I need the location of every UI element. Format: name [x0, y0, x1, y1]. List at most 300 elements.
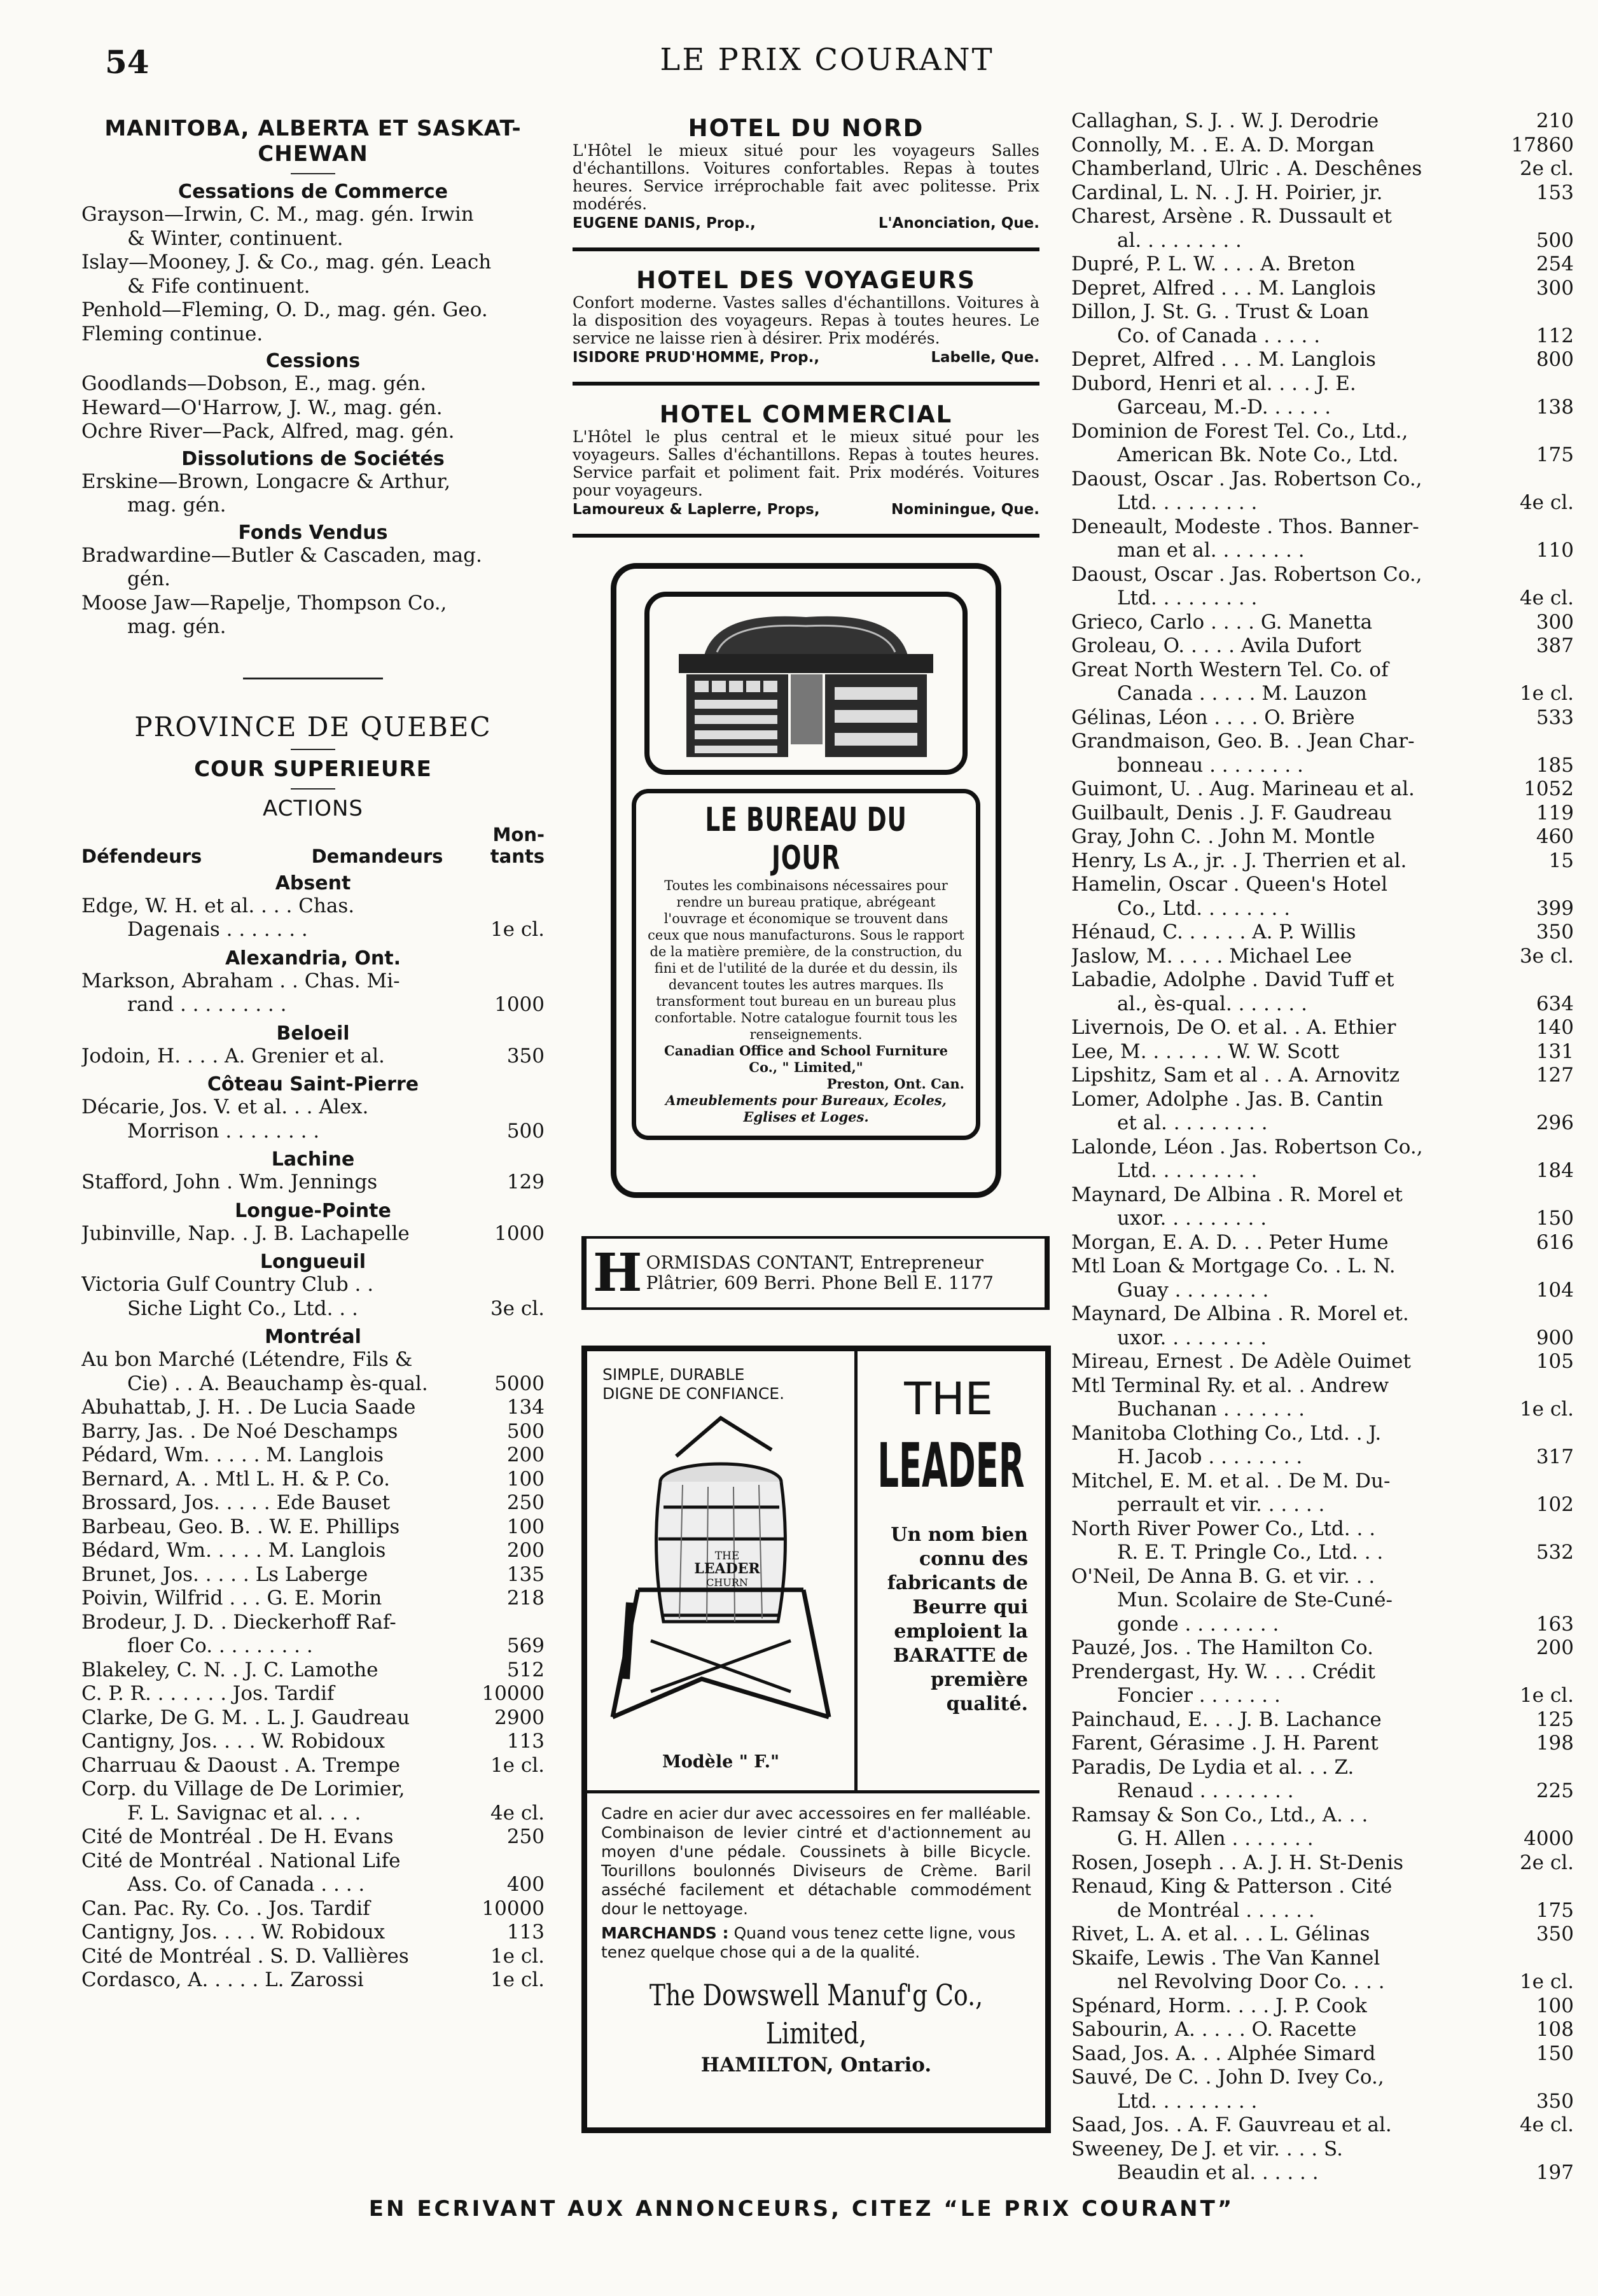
entry-text: Barry, Jas. . De Noé Deschamps	[81, 1419, 398, 1443]
entry-row	[1071, 157, 1574, 181]
entry-text: Stafford, John . Wm. Jennings	[81, 1171, 378, 1193]
bureau-ad-body: Toutes les combinaisons nécessaires pour rendre un bureau pratique, abrégeant l'ouvrage et économique se trouvent dans ceux que nous manufacturons. Sous le rapport de la matière première, de la construction, du fini et de l'utilité de la durée et du dessin, ils devancent toutes les autres marques. Ils transforment tout bureau en un bureau plus confortable. Notre catalogue fournit tous les renseignements.	[648, 878, 964, 1042]
entry-amount: 500	[506, 1119, 545, 1143]
entry-row	[1071, 730, 1574, 754]
entry-text: Mtl Loan & Mortgage Co. . L. N.	[1071, 1255, 1396, 1277]
entry-amount: 200	[1536, 1636, 1574, 1659]
churn-label-churn: CHURN	[706, 1576, 748, 1589]
entry-row	[81, 1396, 545, 1420]
entry-text: Jodoin, H. . . . A. Grenier et al.	[81, 1044, 385, 1068]
entry-text: Sweeney, De J. et vir. . . . S.	[1071, 2137, 1343, 2160]
entry-row	[1071, 1350, 1574, 1374]
entry-amount: 119	[1536, 801, 1574, 824]
entry-text: al., ès-qual. . . . . . .	[1117, 992, 1307, 1015]
city-actions	[81, 1045, 545, 1069]
hotel-divider	[573, 534, 1039, 538]
entry-row	[1071, 968, 1574, 992]
section-divider	[243, 678, 383, 679]
divider	[291, 749, 335, 750]
entry-amount: 10000	[482, 1682, 545, 1705]
bureau-ad-text-box	[632, 789, 980, 1140]
entry-row	[1071, 205, 1574, 229]
entry-text: Guimont, U. . Aug. Marineau et al.	[1071, 777, 1415, 800]
divider	[291, 788, 335, 790]
entry-line: & Winter, continuent.	[127, 226, 344, 250]
entry-row	[1071, 277, 1574, 301]
entry-row	[81, 1611, 545, 1635]
entry-text: Gray, John C. . John M. Montle	[1071, 825, 1375, 848]
entry-text: Renaud . . . . . . . .	[1117, 1779, 1294, 1802]
entry-amount: 1052	[1524, 777, 1574, 800]
entry-text: Can. Pac. Ry. Co. . Jos. Tardif	[81, 1896, 370, 1920]
entry-line: Penhold—Fleming, O. D., mag. gén. Geo.	[81, 298, 488, 321]
entry-text: Prendergast, Hy. W. . . . Crédit	[1071, 1660, 1375, 1683]
entry-row	[1071, 1255, 1574, 1279]
cessions-heading: Cessions	[265, 350, 361, 372]
entry-text: Jubinville, Nap. . J. B. Lachapelle	[81, 1221, 410, 1245]
entry-amount: 532	[1536, 1541, 1574, 1564]
city-heading: Montréal	[265, 1326, 361, 1348]
entry-text: Dupré, P. L. W. . . . A. Breton	[1071, 253, 1356, 275]
page-footer: EN ECRIVANT AUX ANNONCEURS, CITEZ “LE PRIX COURANT”	[368, 2196, 1235, 2222]
entry-amount: 500	[1536, 228, 1574, 252]
entry-amount: 254	[1536, 253, 1574, 275]
entry-row	[81, 1587, 545, 1611]
entry-text: Lomer, Adolphe . Jas. B. Cantin	[1071, 1087, 1384, 1111]
entry-row	[81, 1515, 545, 1540]
entry-row	[1071, 873, 1574, 897]
entry-text: bonneau . . . . . . . .	[1117, 753, 1303, 777]
entry-row	[1071, 1565, 1574, 1589]
entry-text: floer Co. . . . . . . . .	[127, 1634, 313, 1657]
entry-amount: 1e cl.	[1519, 1684, 1574, 1707]
city-actions	[81, 970, 545, 1017]
entry-amount: 1e cl.	[1519, 1970, 1574, 1993]
entry-amount: 1000	[494, 993, 545, 1016]
entry-text: Décarie, Jos. V. et al. . . Alex.	[81, 1096, 369, 1118]
entry-text: Co. of Canada . . . . .	[1117, 324, 1321, 347]
city-heading: Côteau Saint-Pierre	[207, 1073, 419, 1096]
hotel-ad	[573, 401, 1039, 538]
entry-amount: 350	[1536, 2089, 1574, 2113]
entry-amount: 569	[506, 1634, 545, 1657]
entry-text: Clarke, De G. M. . L. J. Gaudreau	[81, 1706, 410, 1729]
entry-text: Cordasco, A. . . . . L. Zarossi	[81, 1968, 364, 1991]
entry-row	[81, 1444, 545, 1468]
entry-amount: 197	[1536, 2161, 1574, 2184]
entry-row	[1071, 1422, 1574, 1446]
entry-text: Daoust, Oscar . Jas. Robertson Co.,	[1071, 467, 1422, 491]
hotel-location: Nominingue, Que.	[891, 501, 1039, 518]
entry-text: Henry, Ls A., jr. . J. Therrien et al.	[1071, 849, 1407, 872]
entry-row	[81, 1348, 545, 1372]
entry-row	[1071, 1302, 1574, 1326]
hormisdas-line2: Plâtrier, 609 Berri. Phone Bell E. 1177	[646, 1272, 994, 1293]
entry-line: Bradwardine—Butler & Cascaden, mag.	[81, 543, 482, 567]
entry-row	[81, 918, 545, 942]
entry-amount: 113	[506, 1730, 545, 1753]
entry-text: Markson, Abraham . . Chas. Mi-	[81, 969, 400, 992]
entry-row	[81, 1802, 545, 1826]
bureau-du-jour-ad	[611, 563, 1001, 1198]
entry-row	[81, 1706, 545, 1730]
entry-row	[1071, 1779, 1574, 1804]
entry-amount: 4e cl.	[490, 1801, 545, 1825]
entry-row	[81, 1420, 545, 1444]
entry-amount: 1e cl.	[490, 918, 545, 941]
entry-text: et al. . . . . . . . .	[1117, 1111, 1268, 1134]
entry-amount: 184	[1536, 1159, 1574, 1182]
entry-text: perrault et vir. . . . . .	[1117, 1493, 1325, 1516]
bureau-ad-company: Canadian Office and School Furniture Co., " Limited,"	[664, 1043, 948, 1075]
entry-line: & Fife continuent.	[127, 274, 310, 298]
entry-text: Depret, Alfred . . . M. Langlois	[1071, 276, 1376, 300]
entry-text: Daoust, Oscar . Jas. Robertson Co.,	[1071, 562, 1422, 586]
entry-text: uxor. . . . . . . . .	[1117, 1326, 1267, 1349]
entry-amount: 2e cl.	[1519, 1851, 1574, 1874]
entry-row	[1071, 1827, 1574, 1851]
entry-amount: 134	[506, 1396, 545, 1419]
page-number: 54	[105, 43, 149, 81]
entry-text: Mireau, Ernest . De Adèle Ouimet	[1071, 1350, 1411, 1373]
entry-amount: 163	[1536, 1612, 1574, 1636]
leader-merchants-text: Quand vous tenez cette ligne, vous tenez quelque chose qui a de la qualité.	[601, 1924, 1016, 1961]
entry-line: mag. gén.	[127, 494, 226, 517]
entry-text: Garceau, M.-D. . . . . .	[1117, 396, 1331, 419]
hotel-name: HOTEL DES VOYAGEURS	[636, 267, 976, 294]
entry-text: rand . . . . . . . . .	[127, 993, 287, 1016]
entry-row	[81, 1096, 545, 1120]
entry-row	[1071, 1470, 1574, 1494]
entry-row	[1071, 109, 1574, 134]
entry-text: F. L. Savignac et al. . . .	[127, 1801, 361, 1825]
entry-row	[81, 894, 545, 919]
entry-amount: 10000	[482, 1896, 545, 1920]
entry-amount: 200	[506, 1444, 545, 1466]
entry-row	[81, 1372, 545, 1396]
entry-amount: 1000	[494, 1221, 545, 1245]
churn-label-the: THE	[714, 1550, 740, 1562]
entry-row	[1071, 2113, 1574, 2138]
entry-row	[1071, 1231, 1574, 1255]
entry-row	[1071, 1183, 1574, 1207]
city-actions	[81, 1348, 545, 1993]
entry-text: Ltd. . . . . . . . .	[1117, 2089, 1258, 2113]
entry-amount: 300	[1536, 610, 1574, 634]
entry-text: Pauzé, Jos. . The Hamilton Co.	[1071, 1636, 1373, 1659]
churn-model: Modèle " F."	[662, 1752, 780, 1772]
entry-row	[1071, 1947, 1574, 1971]
entry-row	[1071, 1589, 1574, 1613]
cessations-heading: Cessations de Commerce	[178, 181, 448, 203]
entry-amount: 105	[1536, 1350, 1574, 1373]
entry-row	[1071, 1064, 1574, 1088]
hormisdas-text	[646, 1253, 993, 1293]
entry-amount: 210	[1536, 109, 1574, 132]
entry-amount: 4000	[1524, 1827, 1574, 1850]
entry-text: Guilbault, Denis . J. F. Gaudreau	[1071, 801, 1393, 824]
leader-churn-ad	[581, 1346, 1051, 2133]
hotel-proprietor-name: EUGENE DANIS, Prop.,	[573, 215, 756, 232]
city-actions	[81, 1096, 545, 1143]
actions-column-headers	[81, 824, 545, 867]
entry-text: man et al. . . . . . . .	[1117, 539, 1305, 562]
entry-text: Victoria Gulf Country Club . .	[81, 1273, 374, 1296]
entry-text: Rivet, L. A. et al. . . L. Gélinas	[1071, 1923, 1370, 1945]
entry-row	[1071, 468, 1574, 492]
entry-text: Brunet, Jos. . . . . Ls Laberge	[81, 1562, 368, 1586]
hotel-divider	[573, 382, 1039, 386]
entry-amount: 225	[1536, 1779, 1574, 1802]
entry-text: Co., Ltd. . . . . . . .	[1117, 896, 1291, 920]
entry-text: Skaife, Lewis . The Van Kannel	[1071, 1946, 1380, 1970]
leader-desc: Cadre en acier dur avec accessoires en fer malléable. Combinaison de levier cintré et d'actionnement au moyen d'une pédale. Coussinets à bille Bicycle. Tourillons boulonnés Diviseurs de Crème. Baril asséché facilement et détachable commodément dour le nettoyage.	[601, 1804, 1031, 1918]
entry-amount: 1e cl.	[1519, 1398, 1574, 1421]
entry-row	[1071, 849, 1574, 873]
dissolutions-list	[81, 470, 545, 518]
bureau-ad-title: LE BUREAU DU JOUR	[705, 801, 907, 877]
entry-row	[81, 1897, 545, 1921]
entry-row	[1071, 1040, 1574, 1064]
entry-text: Gélinas, Léon . . . . O. Brière	[1071, 706, 1355, 729]
entry-row	[1071, 777, 1574, 802]
entry-text: Ltd. . . . . . . . .	[1117, 1159, 1258, 1182]
entry-amount: 198	[1536, 1732, 1574, 1755]
entry-row	[81, 970, 545, 994]
hotel-divider	[573, 247, 1039, 251]
entry-text: Paradis, De Lydia et al. . . Z.	[1071, 1755, 1354, 1779]
entry-amount: 900	[1536, 1326, 1574, 1349]
entry-text: Sabourin, A. . . . . O. Racette	[1071, 2018, 1357, 2041]
churn-panel	[587, 1351, 858, 1793]
entry-row	[1071, 2161, 1574, 2185]
leader-panel	[858, 1351, 1039, 1793]
entry-amount: 5000	[494, 1372, 545, 1395]
entry-text: Livernois, De O. et al. . A. Ethier	[1071, 1016, 1396, 1039]
entry-amount: 1e cl.	[490, 1753, 545, 1777]
entry-line: Grayson—Irwin, C. M., mag. gén. Irwin	[81, 203, 474, 226]
hotel-location: L'Anonciation, Que.	[878, 215, 1039, 232]
entry-row	[81, 1491, 545, 1515]
actions-heading: ACTIONS	[263, 795, 363, 821]
entry-amount: 533	[1536, 706, 1574, 729]
entry-line: Ochre River—Pack, Alfred, mag. gén.	[81, 420, 455, 443]
cessions-list	[81, 372, 545, 444]
col-defendeurs: Défendeurs	[81, 845, 202, 867]
entry-text: Sauvé, De C. . John D. Ivey Co.,	[1071, 2066, 1384, 2089]
entry-text: Jaslow, M. . . . . Michael Lee	[1071, 944, 1352, 968]
leader-merchants-label: MARCHANDS :	[601, 1924, 729, 1942]
entry-row	[81, 1873, 545, 1897]
entry-row	[81, 1659, 545, 1683]
entry-row	[1071, 1088, 1574, 1112]
entry-text: Farent, Gérasime . J. H. Parent	[1071, 1732, 1379, 1755]
city-heading: Longueuil	[260, 1251, 366, 1273]
entry-text: Dubord, Henri et al. . . . J. E.	[1071, 372, 1356, 395]
entry-row	[81, 1563, 545, 1587]
hotel-ad	[573, 267, 1039, 386]
entry-amount: 175	[1536, 443, 1574, 466]
barrel-churn-illustration	[600, 1412, 842, 1743]
entry-amount: 135	[506, 1562, 545, 1586]
manitoba-title-line2: CHEWAN	[258, 141, 368, 167]
entry-row	[1071, 2138, 1574, 2162]
entry-row	[81, 1921, 545, 1945]
entry-row	[81, 1778, 545, 1802]
leader-description	[601, 1804, 1031, 2078]
entry-row	[1071, 1708, 1574, 1732]
city-actions	[81, 894, 545, 942]
entry-row	[81, 1222, 545, 1246]
entry-row	[81, 1468, 545, 1492]
entry-text: Beaudin et al. . . . . .	[1117, 2161, 1319, 2184]
entry-text: Buchanan . . . . . . .	[1117, 1398, 1305, 1421]
entry-row	[1071, 587, 1574, 611]
entry-line: Fleming continue.	[81, 322, 263, 345]
entry-text: Mun. Scolaire de Ste-Cuné-	[1117, 1589, 1393, 1611]
entry-text: Charruau & Daoust . A. Trempe	[81, 1753, 400, 1777]
entry-text: Hénaud, C. . . . . . A. P. Willis	[1071, 921, 1356, 943]
entry-row	[1071, 921, 1574, 945]
entry-line: gén.	[127, 567, 171, 590]
entry-amount: 100	[506, 1467, 545, 1491]
entry-text: Rosen, Joseph . . A. J. H. St-Denis	[1071, 1851, 1404, 1874]
hormisdas-initial: H	[593, 1242, 643, 1304]
entry-text: Renaud, King & Patterson . Cité	[1071, 1875, 1393, 1898]
entry-row	[1071, 2042, 1574, 2066]
entry-text: Dillon, J. St. G. . Trust & Loan	[1071, 300, 1369, 323]
col-demandeurs: Demandeurs	[311, 845, 443, 867]
right-column	[1071, 109, 1574, 2185]
entry-row	[81, 1634, 545, 1659]
entry-amount: 100	[506, 1515, 545, 1538]
entry-text: Saad, Jos. . A. F. Gauvreau et al.	[1071, 2113, 1392, 2136]
entry-row	[1071, 1923, 1574, 1947]
entry-amount: 350	[506, 1044, 545, 1068]
entry-text: Cité de Montréal . National Life	[81, 1849, 401, 1872]
entry-row	[1071, 1016, 1574, 1040]
entry-text: Cantigny, Jos. . . . W. Robidoux	[81, 1730, 386, 1753]
entry-row	[1071, 1636, 1574, 1660]
entry-text: Labadie, Adolphe . David Tuff et	[1071, 968, 1394, 991]
entry-text: Ltd. . . . . . . . .	[1117, 587, 1258, 609]
entry-amount: 399	[1536, 896, 1574, 920]
entry-text: Callaghan, S. J. . W. J. Derodrie	[1071, 109, 1379, 132]
entry-row	[1071, 1207, 1574, 1231]
entry-text: G. H. Allen . . . . . . .	[1117, 1827, 1314, 1850]
entry-row	[1071, 754, 1574, 778]
entry-text: Poivin, Wilfrid . . . G. E. Morin	[81, 1587, 382, 1610]
hotel-ads	[573, 115, 1039, 538]
entry-amount: 108	[1536, 2018, 1574, 2041]
province-heading: PROVINCE DE QUEBEC	[134, 711, 492, 742]
entry-text: Bernard, A. . Mtl L. H. & P. Co.	[81, 1467, 390, 1491]
hotel-name: HOTEL DU NORD	[688, 115, 924, 142]
entry-row	[81, 1171, 545, 1195]
divider	[291, 173, 335, 174]
fonds-vendus-list	[81, 544, 545, 639]
entry-row	[1071, 1684, 1574, 1708]
entry-amount: 1e cl.	[490, 1968, 545, 1991]
entry-row	[81, 1968, 545, 1993]
entry-line: Moose Jaw—Rapelje, Thompson Co.,	[81, 591, 447, 615]
hotel-proprietor	[573, 347, 1039, 368]
entry-amount: 150	[1536, 2042, 1574, 2065]
entry-text: al. . . . . . . . .	[1117, 228, 1242, 252]
entry-amount: 185	[1536, 753, 1574, 777]
entry-text: H. Jacob . . . . . . . .	[1117, 1445, 1303, 1468]
running-head: LE PRIX COURANT	[660, 42, 994, 78]
entry-text: Depret, Alfred . . . M. Langlois	[1071, 348, 1376, 371]
entry-row	[1071, 1398, 1574, 1422]
entry-row	[81, 1754, 545, 1778]
leader-wordmark: LEADER	[877, 1430, 1025, 1501]
city-actions	[81, 1222, 545, 1246]
entry-amount: 140	[1536, 1016, 1574, 1039]
middle-column	[573, 109, 1039, 2133]
entry-row	[1071, 1111, 1574, 1136]
entry-row	[1071, 1660, 1574, 1685]
entry-row	[81, 1945, 545, 1969]
city-heading: Longue-Pointe	[235, 1199, 391, 1222]
entry-text: de Montréal . . . . . .	[1117, 1898, 1315, 1922]
leader-tagline: SIMPLE, DURABLE DIGNE DE CONFIANCE.	[602, 1365, 785, 1403]
entry-amount: 129	[506, 1171, 545, 1193]
entry-row	[81, 1730, 545, 1754]
hormisdas-contant-ad	[581, 1236, 1050, 1310]
entry-row	[1071, 1994, 1574, 2019]
entry-row	[1071, 491, 1574, 515]
hormisdas-line1: ORMISDAS CONTANT, Entrepreneur	[646, 1252, 983, 1273]
entry-text: North River Power Co., Ltd. . .	[1071, 1517, 1376, 1540]
entry-row	[1071, 1756, 1574, 1780]
col-montants: Mon- tants	[490, 823, 545, 867]
entry-text: nel Revolving Door Co. . . .	[1117, 1970, 1385, 1993]
entry-amount: 800	[1536, 348, 1574, 371]
entry-text: American Bk. Note Co., Ltd.	[1117, 443, 1399, 466]
entry-text: Groleau, O. . . . . Avila Dufort	[1071, 634, 1361, 657]
actions-list-continued	[1071, 109, 1574, 2185]
entry-line: Goodlands—Dobson, E., mag. gén.	[81, 372, 427, 395]
entry-row	[1071, 539, 1574, 563]
fonds-vendus-heading: Fonds Vendus	[238, 521, 388, 544]
entry-row	[1071, 1326, 1574, 1351]
entry-amount: 634	[1536, 992, 1574, 1015]
entry-amount: 317	[1536, 1445, 1574, 1468]
entry-text: Dagenais . . . . . . .	[127, 918, 308, 941]
entry-row	[1071, 2018, 1574, 2042]
entry-text: Maynard, De Albina . R. Morel et	[1071, 1183, 1403, 1206]
entry-amount: 387	[1536, 634, 1574, 657]
court-heading: COUR SUPERIEURE	[194, 756, 432, 782]
leader-merchants	[601, 1924, 1031, 1962]
rolltop-desk-illustration	[634, 585, 978, 776]
entry-text: Cie) . . A. Beauchamp ès-qual.	[127, 1372, 428, 1395]
leader-pitch: Un nom bien connu des fabricants de Beurre qui emploient la BARATTE de première qualité.	[887, 1524, 1028, 1715]
city-heading: Lachine	[271, 1148, 355, 1171]
entry-row	[81, 1682, 545, 1706]
entry-row	[1071, 2090, 1574, 2114]
entry-row	[1071, 945, 1574, 969]
entry-row	[1071, 682, 1574, 706]
entry-amount: 102	[1536, 1493, 1574, 1516]
entry-row	[1071, 1613, 1574, 1637]
entry-text: Canada . . . . . M. Lauzon	[1117, 682, 1367, 705]
entry-row	[1071, 1970, 1574, 1994]
entry-text: Morgan, E. A. D. . . Peter Hume	[1071, 1230, 1389, 1254]
entry-text: Ramsay & Son Co., Ltd., A. . .	[1071, 1803, 1368, 1826]
entry-row	[1071, 348, 1574, 372]
